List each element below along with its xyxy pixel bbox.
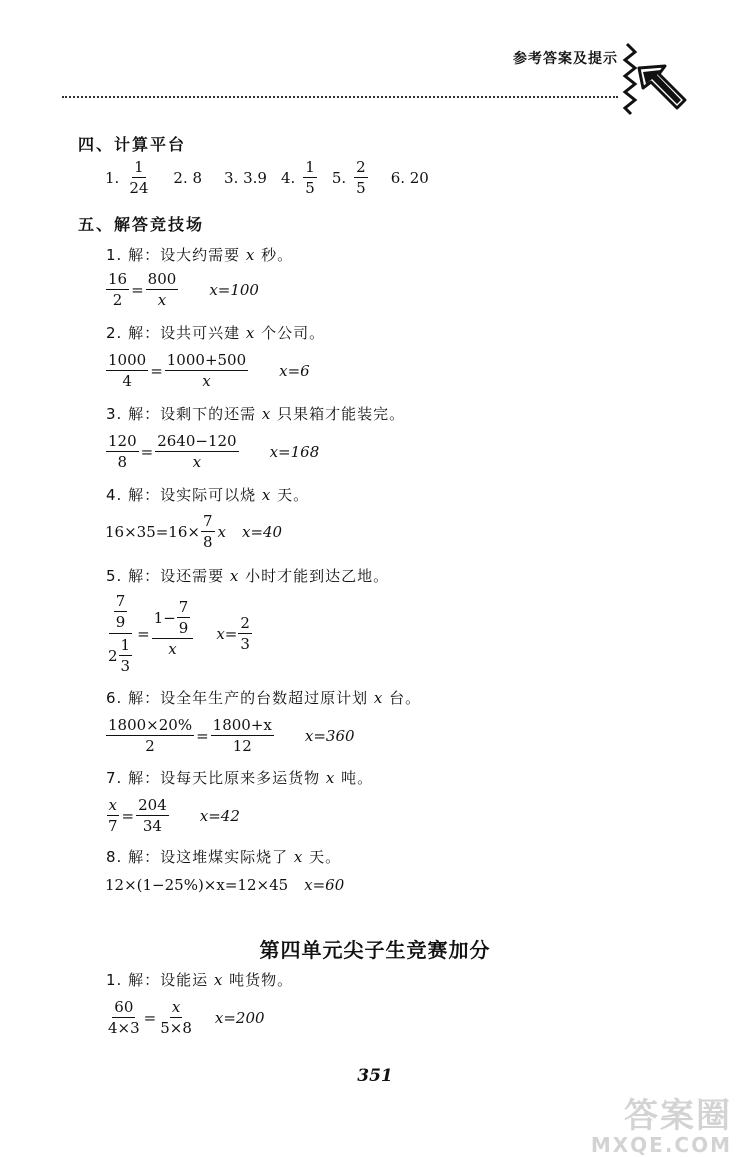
q6-right-fraction — [211, 716, 274, 755]
q4-result: x=40 — [241, 522, 283, 541]
q6-result: x=360 — [304, 726, 355, 745]
q5-result — [216, 614, 253, 653]
q6-left-denominator: 2 — [145, 737, 155, 755]
q6-left-fraction — [106, 716, 194, 755]
q5-left-complex-fraction — [106, 592, 135, 675]
equals-sign: = — [196, 726, 209, 745]
q4-text-pre: 4. 解：设实际可以烧 — [106, 486, 257, 504]
q5-right-numerator — [152, 598, 194, 639]
q6-right-denominator: 12 — [232, 737, 252, 755]
q2-right-denominator: x — [202, 372, 211, 390]
unit4-q1-result: x=200 — [214, 1008, 265, 1027]
q3-result: x=168 — [269, 442, 320, 461]
q5-statement — [106, 565, 389, 586]
q5-right-inner-numerator: 7 — [178, 598, 189, 616]
unit4-q1-variable: x — [213, 971, 224, 989]
q5-mixed-numerator: 1 — [120, 636, 131, 654]
q7-text-post: 吨。 — [341, 769, 374, 787]
equals-sign: = — [137, 624, 150, 643]
q4-variable: x — [261, 486, 272, 504]
q4-equation — [105, 512, 282, 551]
q7-variable: x — [325, 769, 336, 787]
section-heading-4: 四、计算平台 — [78, 135, 187, 154]
q2-left-fraction — [106, 351, 148, 390]
q6-text-pre: 6. 解：设全年生产的台数超过原计划 — [106, 689, 369, 707]
q3-right-numerator: 2640−120 — [157, 432, 237, 450]
q2-right-fraction — [165, 351, 248, 390]
q6-right-numerator: 1800+x — [212, 716, 272, 734]
unit4-q1-text-pre: 1. 解：设能运 — [106, 971, 209, 989]
q3-variable: x — [261, 405, 272, 423]
q5-result-prefix: x= — [216, 624, 238, 643]
answer-6: 6. 20 — [390, 168, 429, 187]
q5-text-pre: 5. 解：设还需要 — [106, 567, 225, 585]
q1-left-fraction — [106, 270, 129, 309]
q8-result: x=60 — [304, 876, 345, 894]
q7-right-denominator: 34 — [142, 817, 162, 835]
q5-right-fraction — [152, 598, 194, 658]
q1-right-fraction — [146, 270, 179, 309]
q7-equation — [105, 796, 240, 835]
q6-equation — [105, 716, 355, 755]
q5-result-fraction — [238, 614, 252, 653]
q5-mixed-denominator: 3 — [120, 657, 131, 675]
q6-statement — [106, 687, 421, 708]
q1-left-denominator: 2 — [112, 291, 123, 309]
q2-equation — [105, 351, 310, 390]
q3-right-fraction — [155, 432, 238, 471]
answer-1-numerator: 1 — [134, 158, 144, 176]
q7-left-fraction — [106, 796, 120, 835]
q4-denominator: 8 — [202, 533, 213, 551]
watermark-logo-text: 答案圈 — [624, 1096, 732, 1136]
q3-text-pre: 3. 解：设剩下的还需 — [106, 405, 257, 423]
q2-variable: x — [245, 324, 256, 342]
answer-5-label: 5. — [331, 168, 347, 187]
q2-text-post: 个公司。 — [261, 324, 326, 342]
q4-fraction — [201, 512, 215, 551]
q8-equation-text: 12×(1−25%)×x=12×45 — [105, 876, 289, 894]
q4-numerator: 7 — [202, 512, 213, 530]
q5-right-numerator-prefix: 1− — [153, 608, 176, 627]
q5-right-denominator: x — [168, 640, 177, 658]
q2-statement — [106, 322, 325, 343]
q8-text-post: 天。 — [309, 848, 342, 866]
q5-inner-denominator: 9 — [115, 613, 126, 631]
unit4-q1-left-fraction — [106, 998, 142, 1037]
q3-left-denominator: 8 — [117, 453, 128, 471]
q3-text-post: 只果箱才能装完。 — [277, 405, 406, 423]
q1-text-pre: 1. 解：设大约需要 — [106, 246, 241, 264]
answer-1-fraction — [127, 158, 150, 197]
q3-left-fraction — [106, 432, 139, 471]
q3-statement — [106, 403, 405, 424]
q2-left-denominator: 4 — [122, 372, 132, 390]
q7-statement — [106, 767, 373, 788]
unit-title: 第四单元尖子生竞赛加分 — [259, 938, 491, 962]
q4-equation-variable: x — [217, 522, 226, 541]
q8-equation — [105, 876, 344, 894]
equals-sign: = — [150, 361, 163, 380]
answer-5-denominator: 5 — [356, 179, 366, 197]
q1-variable: x — [245, 246, 256, 264]
q3-equation — [105, 432, 319, 471]
q5-left-denominator — [106, 634, 135, 675]
q5-right-inner-fraction — [177, 598, 191, 637]
q7-right-fraction — [136, 796, 169, 835]
q8-text-pre: 8. 解：设这堆煤实际烧了 — [106, 848, 289, 866]
q2-text-pre: 2. 解：设共可兴建 — [106, 324, 241, 342]
q5-mixed-fraction — [119, 636, 133, 675]
q5-result-denominator: 3 — [240, 635, 250, 653]
q8-variable: x — [293, 848, 304, 866]
answer-2: 2. 8 — [173, 168, 203, 187]
q5-text-post: 小时才能到达乙地。 — [245, 567, 390, 585]
q5-left-inner-fraction — [114, 592, 128, 631]
q4-text-post: 天。 — [277, 486, 310, 504]
q5-mixed-whole: 2 — [108, 646, 118, 665]
answer-1-denominator: 24 — [129, 179, 149, 197]
section-heading-5: 五、解答竞技场 — [78, 215, 205, 234]
q1-text-post: 秒。 — [261, 246, 294, 264]
q6-left-numerator: 1800×20% — [108, 716, 193, 734]
unit4-q1-right-fraction — [158, 998, 194, 1037]
watermark-logo — [591, 1098, 732, 1156]
q3-right-denominator: x — [192, 453, 202, 471]
answer-5-numerator: 2 — [356, 158, 366, 176]
q6-variable: x — [373, 689, 384, 707]
equals-sign: = — [140, 442, 154, 461]
q1-equation — [105, 270, 259, 309]
answer-4-label: 4. — [280, 168, 296, 187]
unit4-q1-statement — [106, 969, 293, 990]
q2-result: x=6 — [279, 361, 310, 380]
q7-right-numerator: 204 — [138, 796, 167, 814]
q5-variable: x — [229, 567, 240, 585]
answer-4-fraction — [303, 158, 317, 197]
q5-result-numerator: 2 — [240, 614, 250, 632]
q7-left-denominator: 7 — [108, 817, 118, 835]
q7-result: x=42 — [199, 806, 240, 825]
q6-text-post: 台。 — [389, 689, 422, 707]
q5-left-numerator — [109, 592, 133, 634]
q2-left-numerator: 1000 — [108, 351, 147, 369]
q1-result: x=100 — [209, 280, 259, 299]
unit4-q1-equation — [105, 998, 265, 1037]
q5-right-inner-denominator: 9 — [178, 619, 189, 637]
q5-equation — [105, 592, 253, 675]
q3-left-numerator: 120 — [108, 432, 137, 450]
unit4-q1-left-denominator: 4×3 — [108, 1019, 140, 1037]
q1-statement — [106, 244, 293, 265]
answer-5-fraction — [354, 158, 368, 197]
q2-right-numerator: 1000+500 — [166, 351, 247, 369]
equals-sign: = — [121, 806, 135, 825]
header-title: 参考答案及提示 — [513, 51, 618, 67]
q4-equation-left: 16×35=16× — [105, 522, 200, 541]
unit4-q1-right-numerator: x — [171, 998, 181, 1016]
arrow-icon — [615, 38, 693, 118]
equals-sign: = — [131, 280, 144, 299]
q1-right-numerator: 800 — [147, 270, 177, 288]
q4-statement — [106, 484, 309, 505]
answer-3: 3. 3.9 — [224, 168, 267, 187]
q1-right-denominator: x — [157, 291, 167, 309]
unit4-q1-text-post: 吨货物。 — [229, 971, 294, 989]
q5-inner-numerator: 7 — [115, 592, 126, 610]
answer-1-label: 1. — [105, 168, 120, 187]
unit4-q1-left-numerator: 60 — [114, 998, 134, 1016]
q8-statement — [106, 846, 341, 867]
equals-sign: = — [143, 1008, 157, 1027]
header-dotted-rule — [62, 96, 618, 98]
watermark-url: MXQE.COM — [590, 1133, 732, 1157]
q1-left-numerator: 16 — [108, 270, 128, 288]
calc-answers-row — [105, 158, 429, 197]
answer-4-numerator: 1 — [305, 158, 315, 176]
q7-left-numerator: x — [108, 796, 117, 814]
q7-text-pre: 7. 解：设每天比原来多运货物 — [106, 769, 321, 787]
answer-4-denominator: 5 — [305, 179, 315, 197]
unit4-q1-right-denominator: 5×8 — [160, 1019, 192, 1037]
page-number: 351 — [357, 1066, 393, 1086]
